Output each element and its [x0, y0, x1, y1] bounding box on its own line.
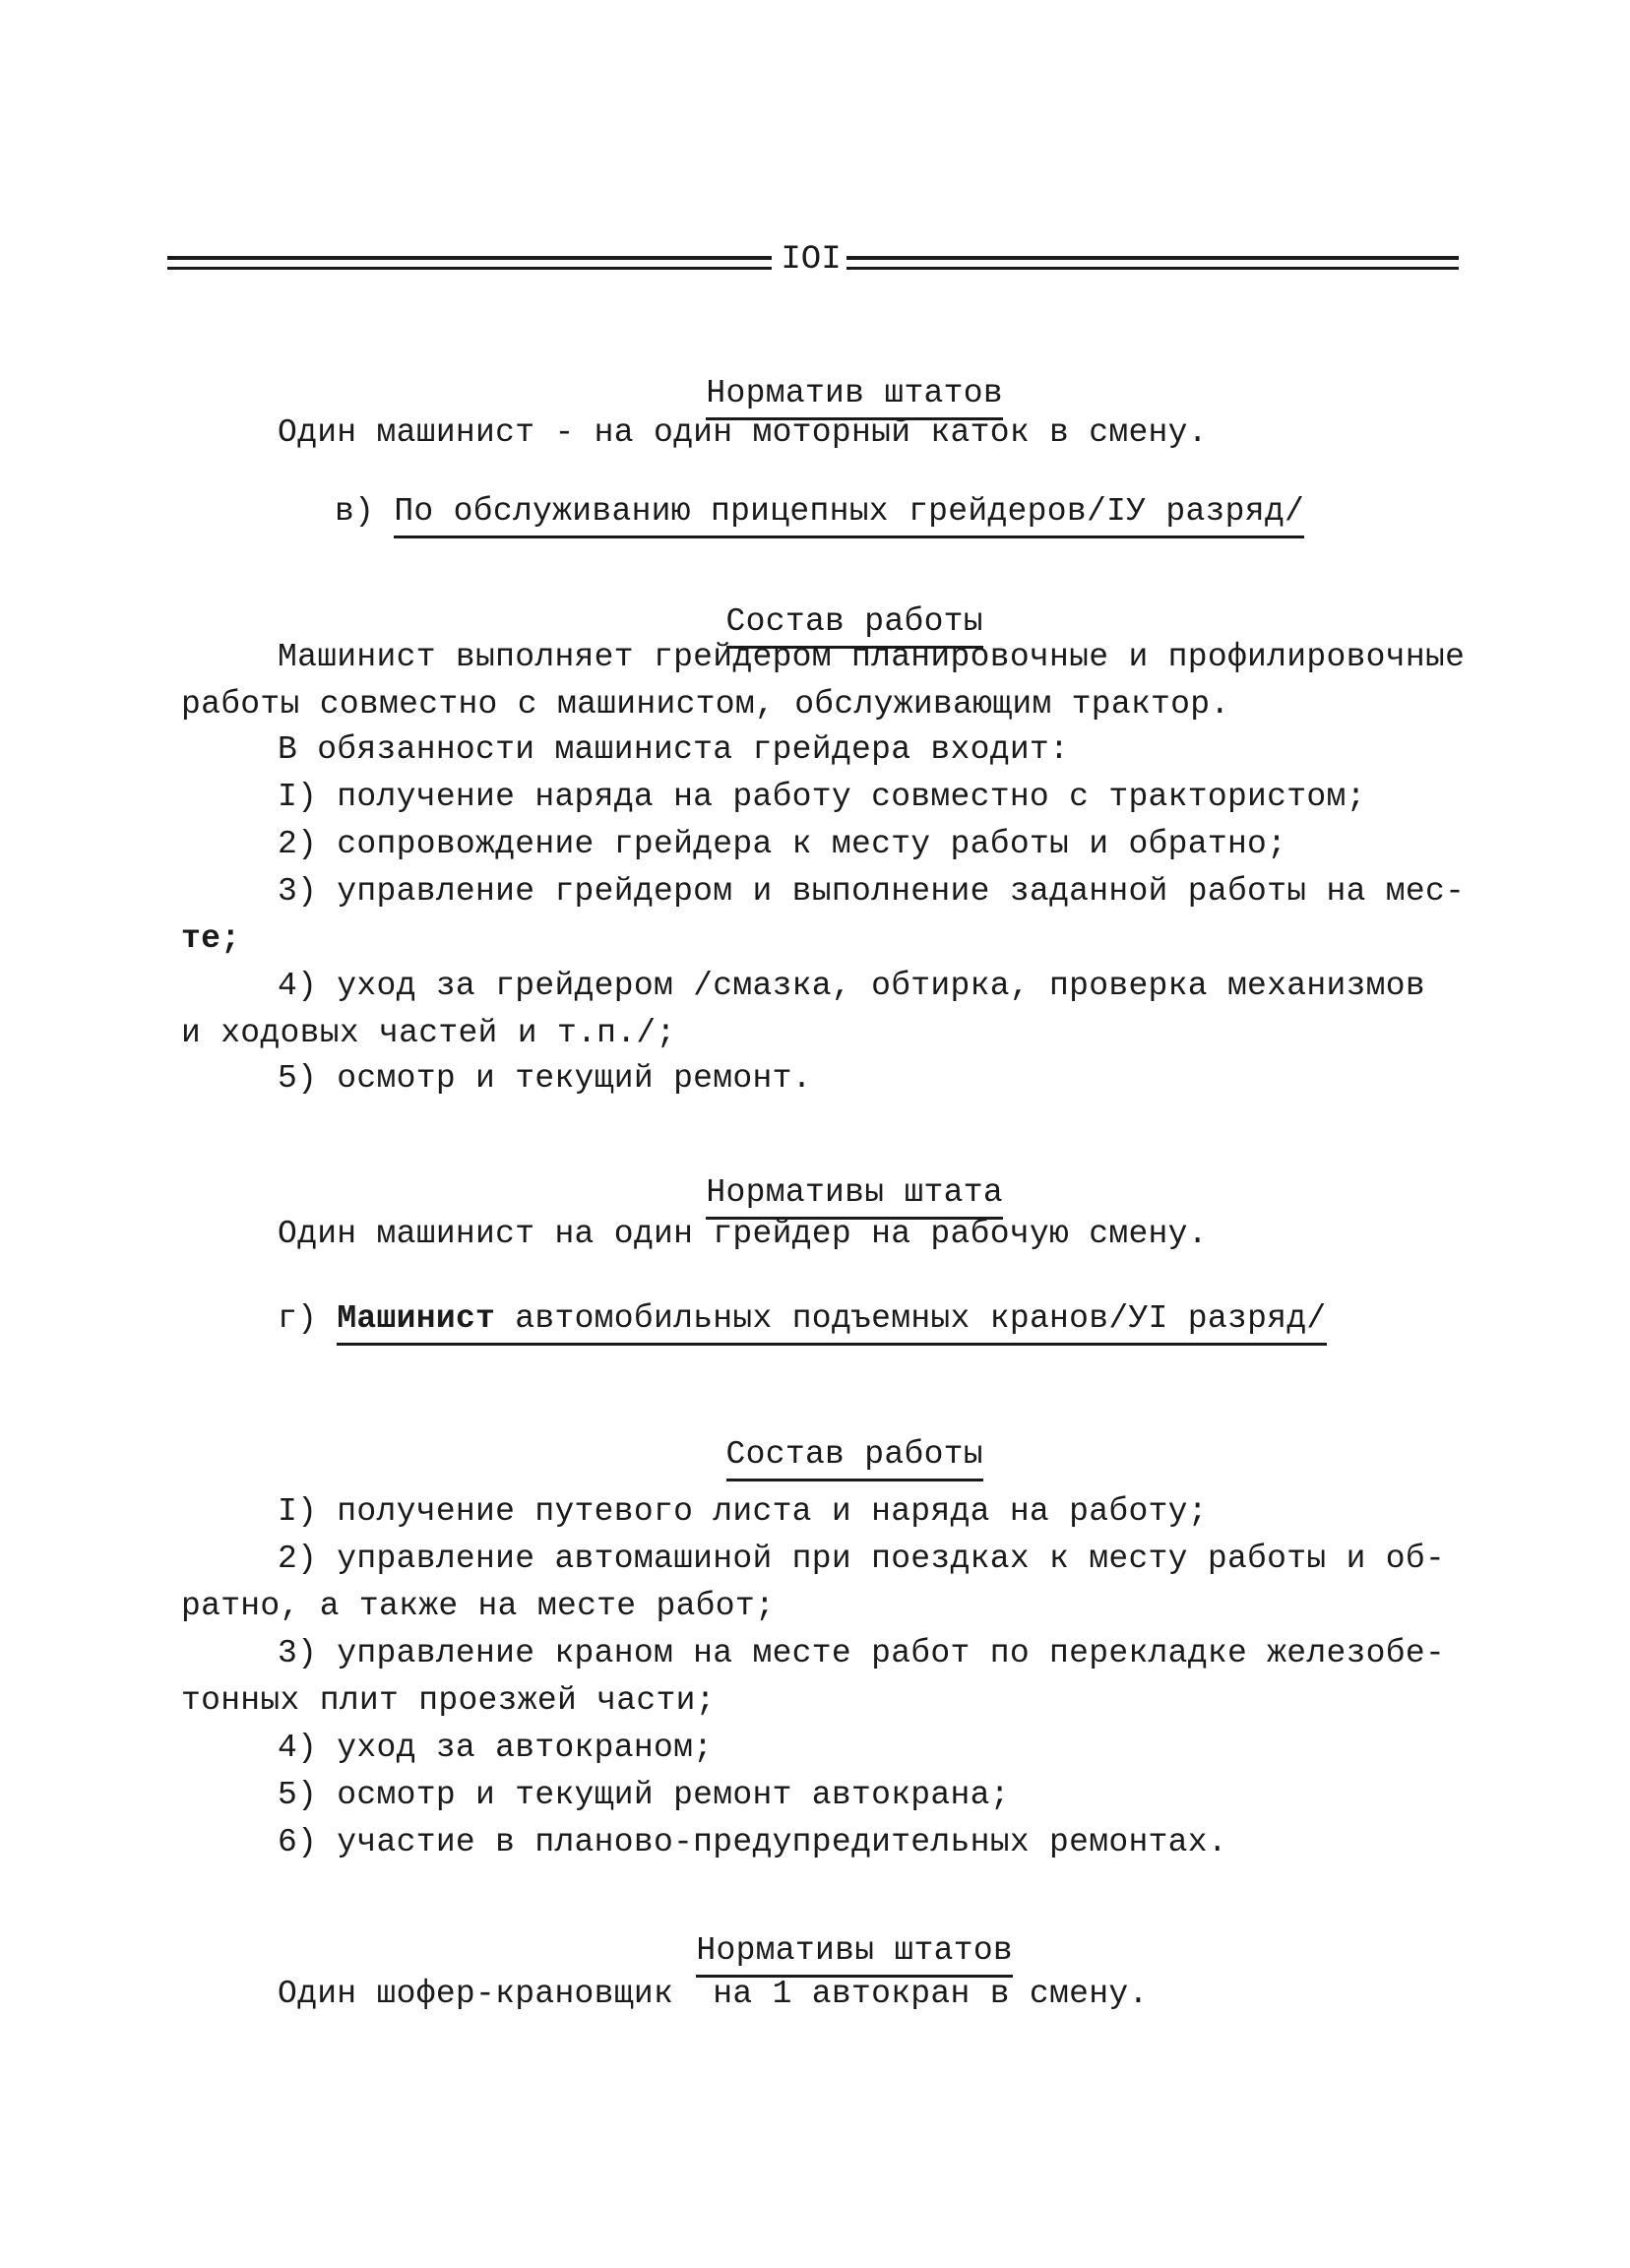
- section-g-title-bold: Машинист: [337, 1300, 496, 1337]
- section-g-item-2-line-2: ратно, а также на месте работ;: [181, 1588, 776, 1624]
- section-g-item-3-line-1: 3) управление краном на месте работ по перекладке железобе-: [278, 1635, 1446, 1671]
- section-g-norm-text: Один шофер-крановщик на 1 автокран в смену.: [278, 1976, 1149, 2012]
- page-header: [167, 241, 1459, 287]
- section-g-item-4: 4) уход за автокраном;: [278, 1730, 714, 1766]
- section-v-item-3-line-2: те;: [181, 920, 241, 957]
- page-number: IOI: [781, 241, 842, 279]
- section-g-norm-heading: Нормативы штатов: [0, 1892, 1630, 2017]
- section-g-item-1: I) получение путевого листа и наряда на работу;: [278, 1493, 1208, 1530]
- staff-norm-heading-1: Норматив штатов: [0, 335, 1630, 460]
- section-v-item-3-line-1: 3) управление грейдером и выполнение заданной работы на мес-: [278, 873, 1466, 910]
- section-g-composition-heading: Состав работы: [0, 1396, 1630, 1521]
- section-v-duties-intro: В обязанности машиниста грейдера входит:: [278, 731, 1070, 768]
- section-v-title-text: По обслуживанию прицепных грейдеров/IУ разряд/: [394, 492, 1304, 538]
- section-v-norm-heading: Нормативы штата: [0, 1134, 1630, 1259]
- header-rule-right: [846, 256, 1459, 270]
- section-v-norm-text: Один машинист на один грейдер на рабочую смену.: [278, 1216, 1208, 1252]
- section-v-intro-line-1: Машинист выполняет грейдером планировочные и профилировочные: [278, 639, 1466, 675]
- section-g-title-rest: автомобильных подъемных кранов/УI разряд/: [495, 1300, 1327, 1337]
- section-v-item-1: I) получение наряда на работу совместно с трактористом;: [278, 779, 1366, 815]
- header-rule-left: [167, 256, 772, 270]
- staff-norm-text-1: Один машинист - на один моторный каток в смену.: [278, 414, 1208, 451]
- section-v-intro-line-2: работы совместно с машинистом, обслуживающим трактор.: [181, 686, 1230, 723]
- section-g-item-3-line-2: тонных плит проезжей части;: [181, 1682, 716, 1719]
- section-g-title: [278, 1299, 1327, 1346]
- section-v-item-5: 5) осмотр и текущий ремонт.: [278, 1060, 812, 1097]
- section-v-item-4-line-2: и ходовых частей и т.п./;: [181, 1015, 676, 1051]
- section-g-item-5: 5) осмотр и текущий ремонт автокрана;: [278, 1777, 1010, 1813]
- section-v-title: [335, 492, 1304, 538]
- section-v-item-2: 2) сопровождение грейдера к месту работы и обратно;: [278, 826, 1287, 862]
- section-v-label: в): [335, 493, 375, 530]
- section-v-composition-heading: Состав работы: [0, 563, 1630, 688]
- section-g-item-2-line-1: 2) управление автомашиной при поездках к месту работы и об-: [278, 1541, 1446, 1577]
- section-g-label: г): [278, 1300, 318, 1337]
- section-g-item-6: 6) участие в планово-предупредительных ремонтах.: [278, 1824, 1227, 1860]
- section-v-item-4-line-1: 4) уход за грейдером /смазка, обтирка, проверка механизмов: [278, 968, 1425, 1004]
